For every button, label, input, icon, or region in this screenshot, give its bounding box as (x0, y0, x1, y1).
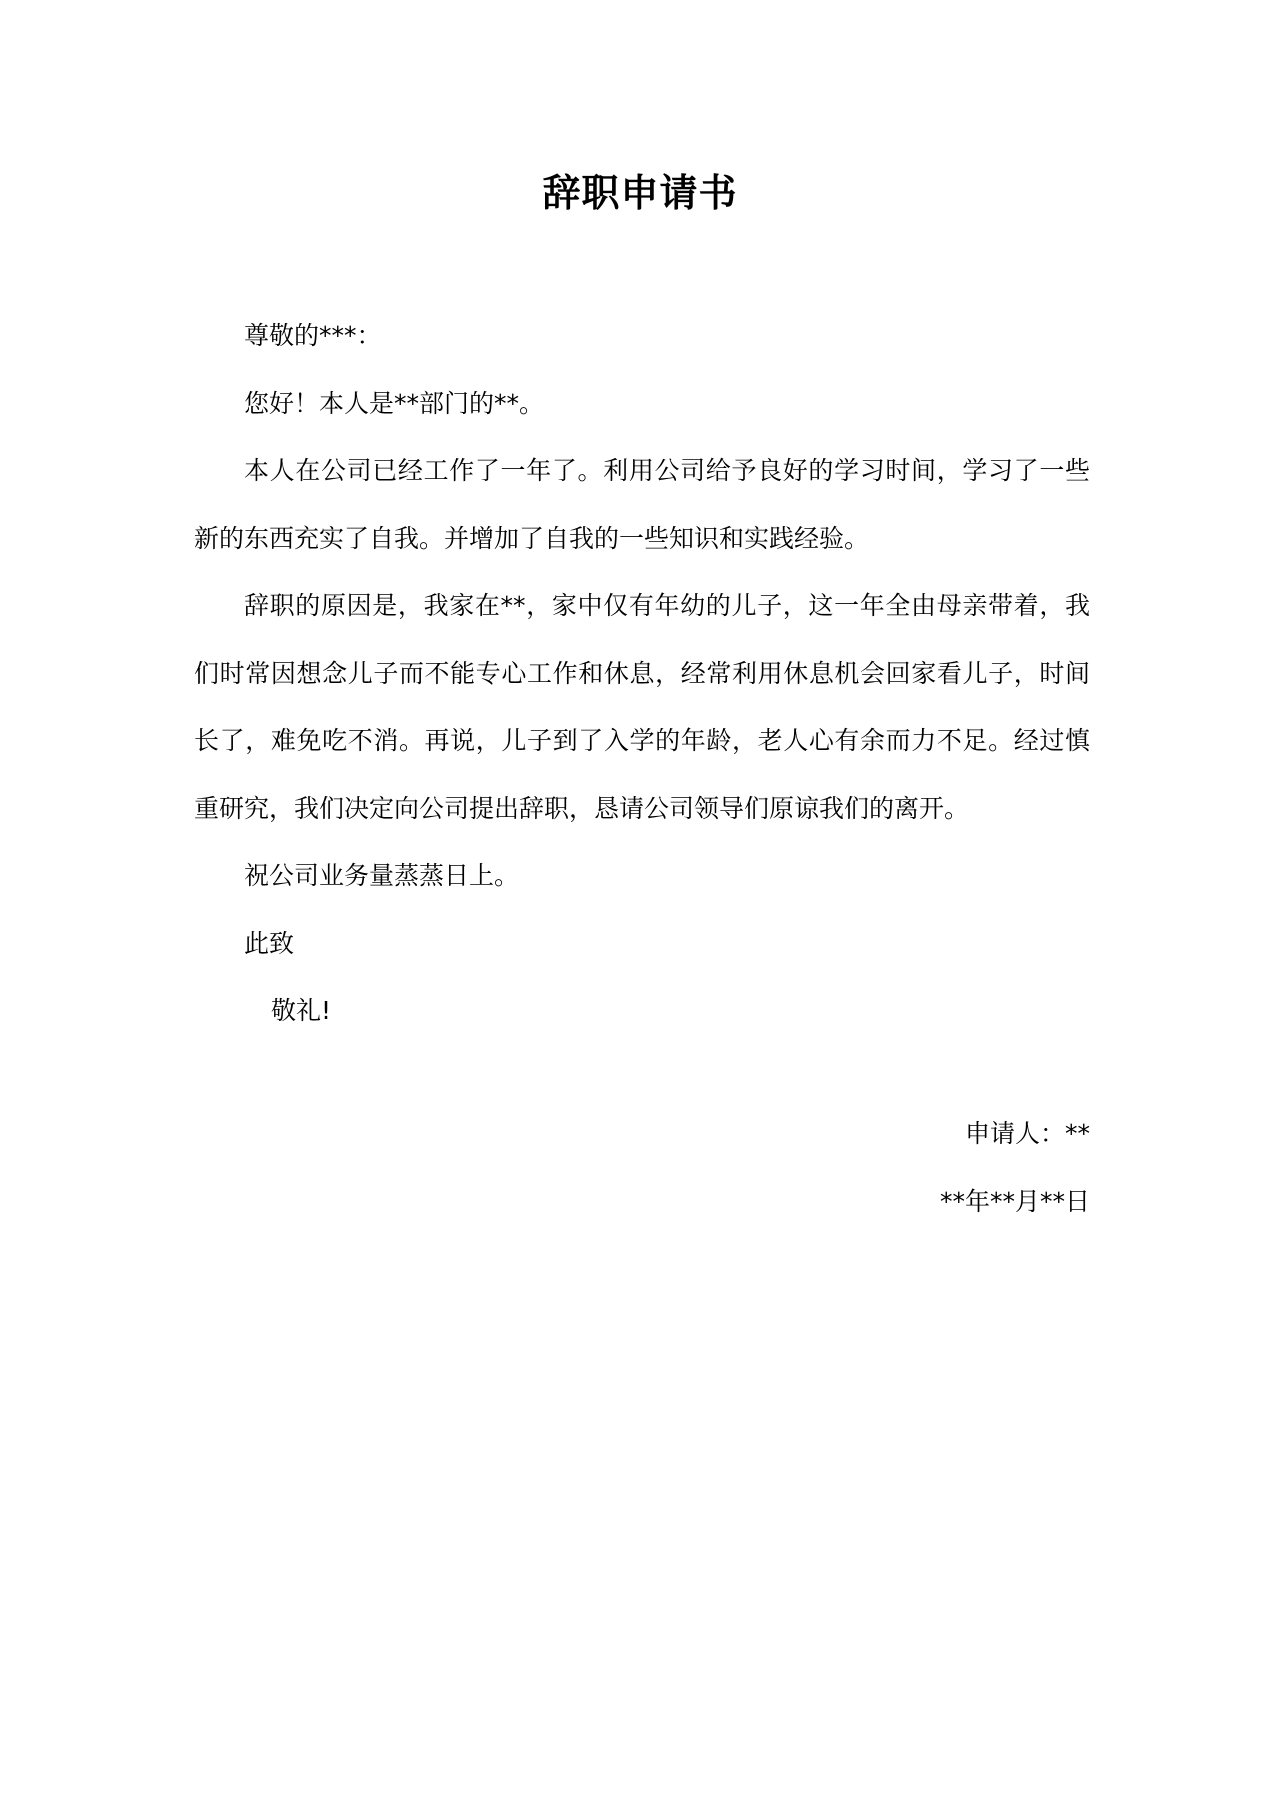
date-line: **年**月**日 (939, 1186, 1090, 1216)
greeting-paragraph: 您好！本人是**部门的**。 (244, 388, 545, 418)
closing-cizhi: 此致 (244, 928, 295, 958)
applicant-line: 申请人：** (964, 1119, 1090, 1148)
letter-body (194, 302, 1090, 1045)
reason-paragraph: 辞职的原因是，我家在**，家中仅有年幼的儿子，这一年全由母亲带着，我们时常因想念儿子而不能专心工作和休息，经常利用休息机会回家看儿子，时间长了，难免吃不消。再说，儿子到了入学的年龄，老人心有余而力不足。经过慎重研究，我们决定向公司提出辞职，恳请公司领导们原谅我们的离开。 (194, 591, 1090, 823)
document-title: 辞职申请书 (542, 171, 738, 215)
work-paragraph: 本人在公司已经工作了一年了。利用公司给予良好的学习时间，学习了一些新的东西充实了自我。并增加了自我的一些知识和实践经验。 (194, 456, 1090, 553)
closing-jingli: 敬礼! (271, 996, 332, 1025)
salutation: 尊敬的***： (244, 321, 382, 350)
signature-block (194, 1100, 1090, 1235)
wishes-paragraph: 祝公司业务量蒸蒸日上。 (244, 861, 520, 890)
